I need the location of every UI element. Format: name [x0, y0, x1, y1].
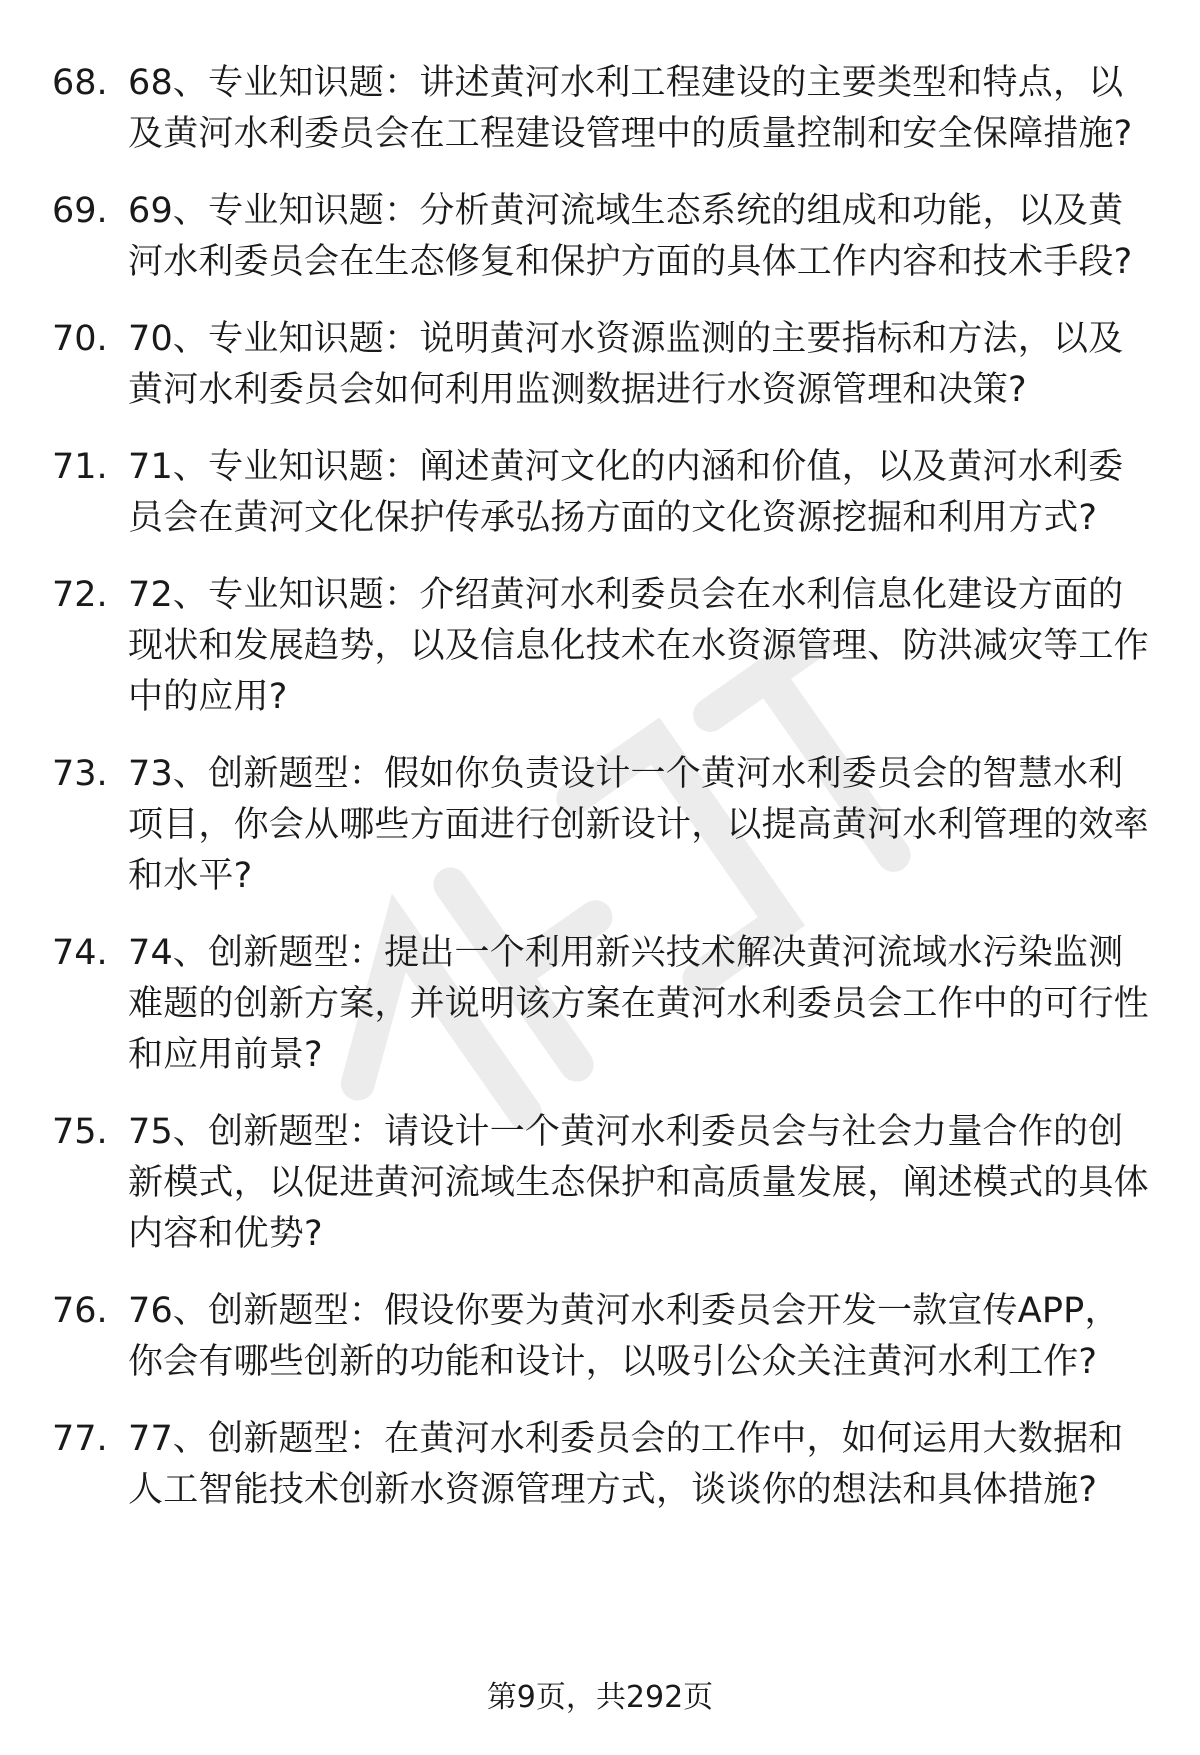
list-item [52, 1414, 1152, 1516]
list-item [52, 58, 1152, 160]
page-number: 第9页，共292页 [486, 1680, 714, 1715]
list-item [52, 749, 1152, 902]
item-number: 77. [52, 1419, 108, 1459]
item-number: 69. [52, 191, 108, 231]
item-number: 73. [52, 754, 108, 794]
list-item [52, 928, 1152, 1081]
question-list [52, 58, 1152, 1542]
list-item [52, 442, 1152, 544]
item-number: 70. [52, 319, 108, 359]
item-number: 74. [52, 933, 108, 973]
question-text: 69、专业知识题：分析黄河流域生态系统的组成和功能，以及黄河水利委员会在生态修复和保护方面的具体工作内容和技术手段? [128, 191, 1133, 282]
question-text: 70、专业知识题：说明黄河水资源监测的主要指标和方法，以及黄河水利委员会如何利用监测数据进行水资源管理和决策? [128, 319, 1124, 410]
item-number: 72. [52, 575, 108, 615]
question-text: 72、专业知识题：介绍黄河水利委员会在水利信息化建设方面的现状和发展趋势，以及信息化技术在水资源管理、防洪减灾等工作中的应用? [128, 575, 1149, 717]
question-text: 68、专业知识题：讲述黄河水利工程建设的主要类型和特点，以及黄河水利委员会在工程建设管理中的质量控制和安全保障措施? [128, 63, 1133, 154]
item-number: 71. [52, 447, 108, 487]
question-text: 76、创新题型：假设你要为黄河水利委员会开发一款宣传APP，你会有哪些创新的功能和设计，以吸引公众关注黄河水利工作? [128, 1291, 1120, 1382]
question-text: 75、创新题型：请设计一个黄河水利委员会与社会力量合作的创新模式，以促进黄河流域生态保护和高质量发展，阐述模式的具体内容和优势? [128, 1112, 1149, 1254]
question-text: 74、创新题型：提出一个利用新兴技术解决黄河流域水污染监测难题的创新方案，并说明该方案在黄河水利委员会工作中的可行性和应用前景? [128, 933, 1149, 1075]
list-item [52, 570, 1152, 723]
question-text: 73、创新题型：假如你负责设计一个黄河水利委员会的智慧水利项目，你会从哪些方面进行创新设计，以提高黄河水利管理的效率和水平? [128, 754, 1149, 896]
list-item [52, 1286, 1152, 1388]
list-item [52, 314, 1152, 416]
list-item [52, 1107, 1152, 1260]
question-text: 77、创新题型：在黄河水利委员会的工作中，如何运用大数据和人工智能技术创新水资源管理方式，谈谈你的想法和具体措施? [128, 1419, 1124, 1510]
question-text: 71、专业知识题：阐述黄河文化的内涵和价值，以及黄河水利委员会在黄河文化保护传承弘扬方面的文化资源挖掘和利用方式? [128, 447, 1124, 538]
list-item [52, 186, 1152, 288]
item-number: 68. [52, 63, 108, 103]
item-number: 75. [52, 1112, 108, 1152]
item-number: 76. [52, 1291, 108, 1331]
